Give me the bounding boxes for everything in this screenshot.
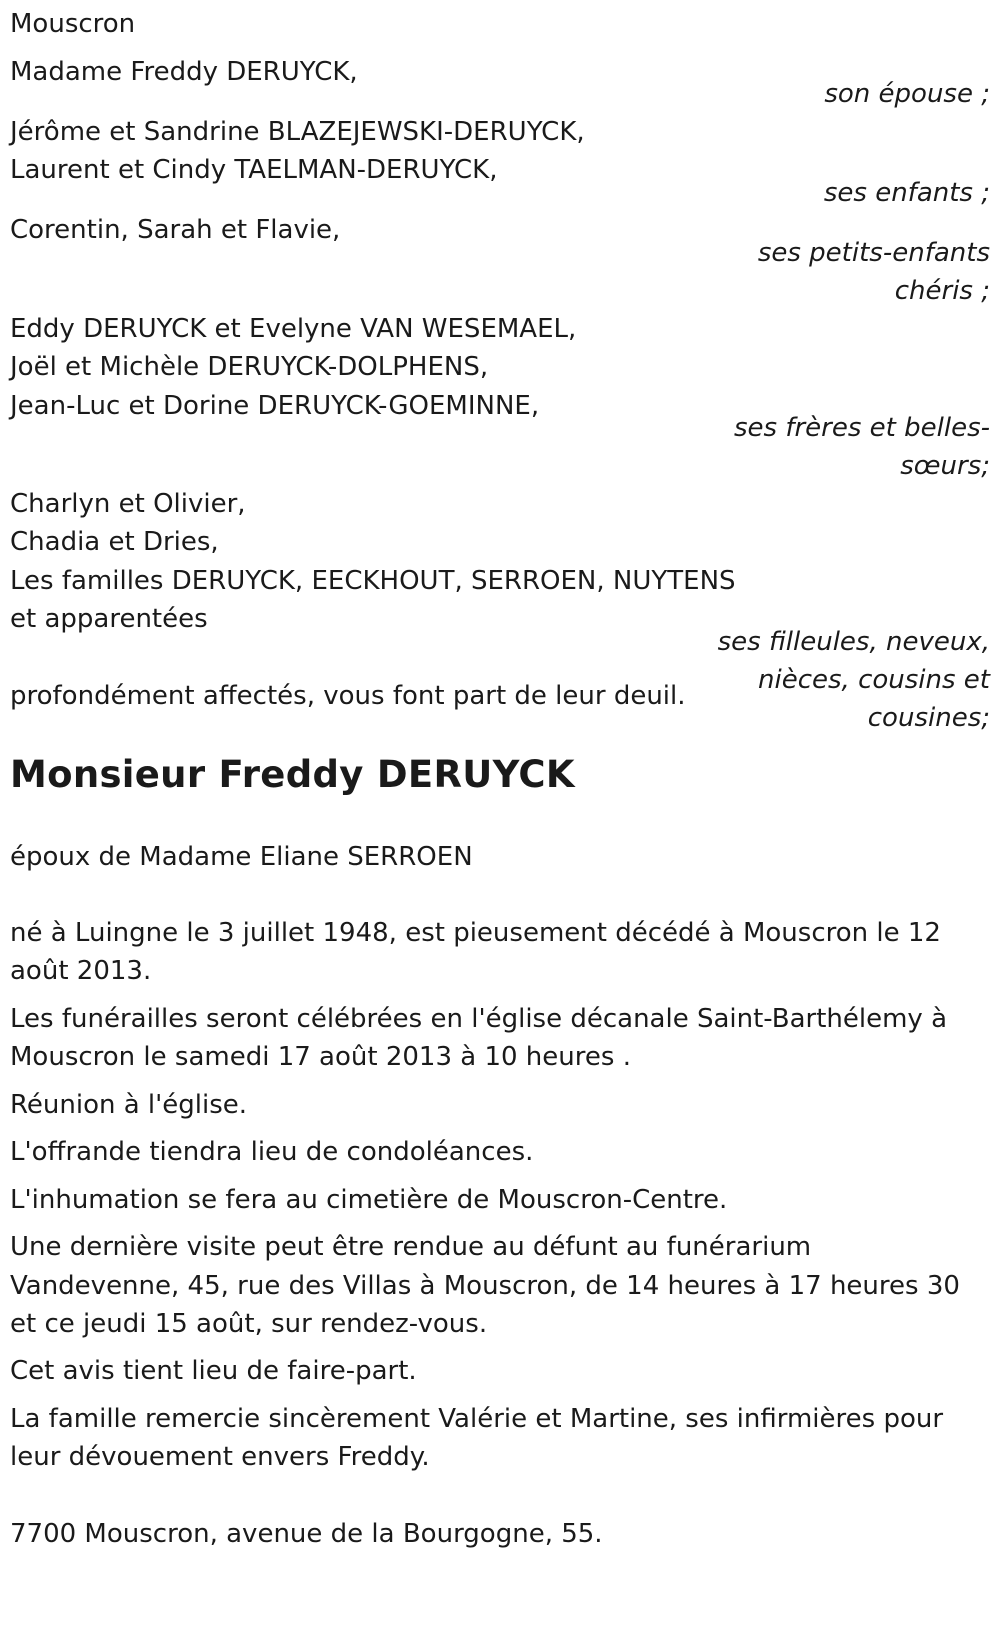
siblings-relation: ses frères et belles- (733, 413, 990, 443)
sibling-name: Eddy DERUYCK et Evelyne VAN WESEMAEL, (10, 314, 577, 344)
family-closing-line: profondément affectés, vous font part de leur deuil. (10, 681, 686, 711)
siblings-relation: sœurs; (900, 451, 990, 481)
spouse-name: Madame Freddy DERUYCK, (10, 57, 358, 87)
child-name: Jérôme et Sandrine BLAZEJEWSKI-DERUYCK, (10, 117, 585, 147)
thanks-line: La famille remercie sincèrement Valérie et Martine, ses infirmières pour (10, 1404, 944, 1434)
extended-family-name: Charlyn et Olivier, (10, 489, 246, 519)
offering-line: L'offrande tiendra lieu de condoléances. (10, 1137, 534, 1167)
funeral-line: Mouscron le samedi 17 août 2013 à 10 heures . (10, 1042, 631, 1072)
thanks-line: leur dévouement envers Freddy. (10, 1442, 430, 1472)
child-name: Laurent et Cindy TAELMAN-DERUYCK, (10, 155, 498, 185)
extended-family-name: Les familles DERUYCK, EECKHOUT, SERROEN, NUYTENS (10, 566, 736, 596)
funeral-line: Les funérailles seront célébrées en l'église décanale Saint-Barthélemy à (10, 1004, 948, 1034)
sibling-name: Joël et Michèle DERUYCK-DOLPHENS, (10, 352, 489, 382)
visit-line: et ce jeudi 15 août, sur rendez-vous. (10, 1309, 488, 1339)
meeting-line: Réunion à l'église. (10, 1090, 248, 1120)
grandchildren-relation: chéris ; (894, 276, 990, 306)
visit-line: Vandevenne, 45, rue des Villas à Mouscron, de 14 heures à 17 heures 30 (10, 1271, 960, 1301)
grandchildren-relation: ses petits-enfants (757, 238, 990, 268)
extended-relation: cousines; (867, 703, 990, 733)
burial-line: L'inhumation se fera au cimetière de Mouscron-Centre. (10, 1185, 728, 1215)
address-line: 7700 Mouscron, avenue de la Bourgogne, 55. (10, 1519, 603, 1549)
extended-family-name: et apparentées (10, 604, 208, 634)
deceased-name: Monsieur Freddy DERUYCK (10, 753, 575, 796)
birth-death-line: août 2013. (10, 956, 152, 986)
sibling-name: Jean-Luc et Dorine DERUYCK-GOEMINNE, (10, 391, 540, 421)
extended-relation: ses filleules, neveux, (717, 627, 990, 657)
visit-line: Une dernière visite peut être rendue au défunt au funérarium (10, 1232, 812, 1262)
extended-relation: nièces, cousins et (758, 665, 990, 695)
extended-family-name: Chadia et Dries, (10, 527, 219, 557)
children-relation: ses enfants ; (823, 178, 990, 208)
spouse-of-line: époux de Madame Eliane SERROEN (10, 842, 473, 872)
grandchildren-names: Corentin, Sarah et Flavie, (10, 215, 341, 245)
birth-death-line: né à Luingne le 3 juillet 1948, est pieusement décédé à Mouscron le 12 (10, 918, 941, 948)
spouse-relation: son épouse ; (824, 79, 990, 109)
city-heading: Mouscron (10, 9, 136, 39)
notice-line: Cet avis tient lieu de faire-part. (10, 1356, 417, 1386)
